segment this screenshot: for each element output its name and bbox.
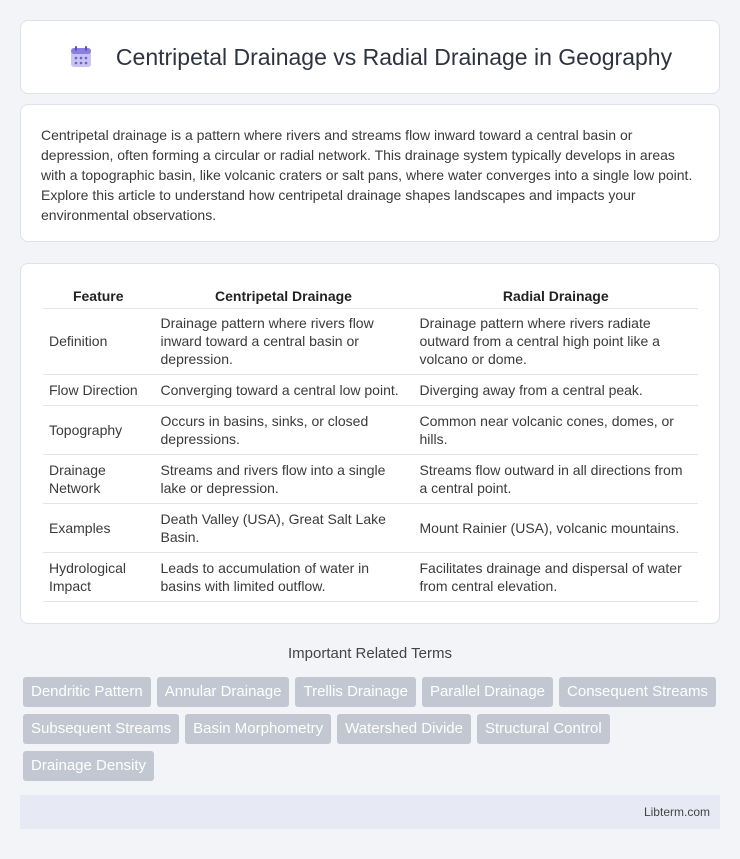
table-row	[43, 454, 698, 503]
header-radial: Radial Drainage	[413, 284, 698, 308]
table-row	[43, 374, 698, 405]
header-feature: Feature	[43, 284, 154, 308]
feature-cell: Definition	[43, 308, 154, 374]
centripetal-cell: Leads to accumulation of water in basins with limited outflow.	[154, 552, 413, 601]
footer-brand-link[interactable]: Libterm.com	[643, 805, 710, 819]
feature-cell: Drainage Network	[43, 454, 154, 503]
related-term-tag[interactable]: Basin Morphometry	[185, 714, 331, 744]
related-term-tag[interactable]: Annular Drainage	[157, 677, 290, 707]
related-term-tag[interactable]: Dendritic Pattern	[23, 677, 151, 707]
table-row	[43, 503, 698, 552]
centripetal-cell: Death Valley (USA), Great Salt Lake Basin.	[154, 503, 413, 552]
radial-cell: Mount Rainier (USA), volcanic mountains.	[413, 503, 698, 552]
comparison-table	[43, 284, 698, 602]
radial-cell: Diverging away from a central peak.	[413, 374, 698, 405]
related-term-tag[interactable]: Drainage Density	[23, 751, 154, 781]
calendar-icon	[68, 44, 94, 70]
radial-cell: Streams flow outward in all directions from a central point.	[413, 454, 698, 503]
page-title: Centripetal Drainage vs Radial Drainage in Geography	[115, 43, 673, 70]
related-term-tag[interactable]: Trellis Drainage	[295, 677, 415, 707]
table-header-row	[43, 284, 698, 308]
comparison-table-card	[20, 263, 720, 624]
centripetal-cell: Occurs in basins, sinks, or closed depressions.	[154, 405, 413, 454]
centripetal-cell: Streams and rivers flow into a single lake or depression.	[154, 454, 413, 503]
feature-cell: Flow Direction	[43, 374, 154, 405]
related-term-tag[interactable]: Structural Control	[477, 714, 610, 744]
radial-cell: Common near volcanic cones, domes, or hills.	[413, 405, 698, 454]
related-terms-title: Important Related Terms	[288, 645, 452, 662]
related-terms-list	[23, 677, 723, 781]
centripetal-cell: Converging toward a central low point.	[154, 374, 413, 405]
radial-cell: Drainage pattern where rivers radiate outward from a central high point like a volcano or dome.	[413, 308, 698, 374]
table-row	[43, 552, 698, 601]
radial-cell: Facilitates drainage and dispersal of water from central elevation.	[413, 552, 698, 601]
centripetal-cell: Drainage pattern where rivers flow inward toward a central basin or depression.	[154, 308, 413, 374]
header-card	[20, 20, 720, 94]
related-term-tag[interactable]: Subsequent Streams	[23, 714, 179, 744]
related-term-tag[interactable]: Watershed Divide	[337, 714, 471, 744]
feature-cell: Topography	[43, 405, 154, 454]
feature-cell: Hydrological Impact	[43, 552, 154, 601]
related-term-tag[interactable]: Consequent Streams	[559, 677, 716, 707]
header-centripetal: Centripetal Drainage	[154, 284, 413, 308]
table-row	[43, 308, 698, 374]
intro-card	[20, 104, 720, 242]
intro-paragraph: Centripetal drainage is a pattern where rivers and streams flow inward toward a central basin or depression, often forming a circular or radial network. This drainage system typically develops in areas with a topographic basin, like volcanic craters or salt pans, where water converges into a single low point. Explore this article to understand how centripetal drainage shapes landscapes and impacts your environmental observations.	[41, 127, 693, 223]
related-term-tag[interactable]: Parallel Drainage	[422, 677, 553, 707]
footer	[20, 795, 720, 829]
table-row	[43, 405, 698, 454]
feature-cell: Examples	[43, 503, 154, 552]
